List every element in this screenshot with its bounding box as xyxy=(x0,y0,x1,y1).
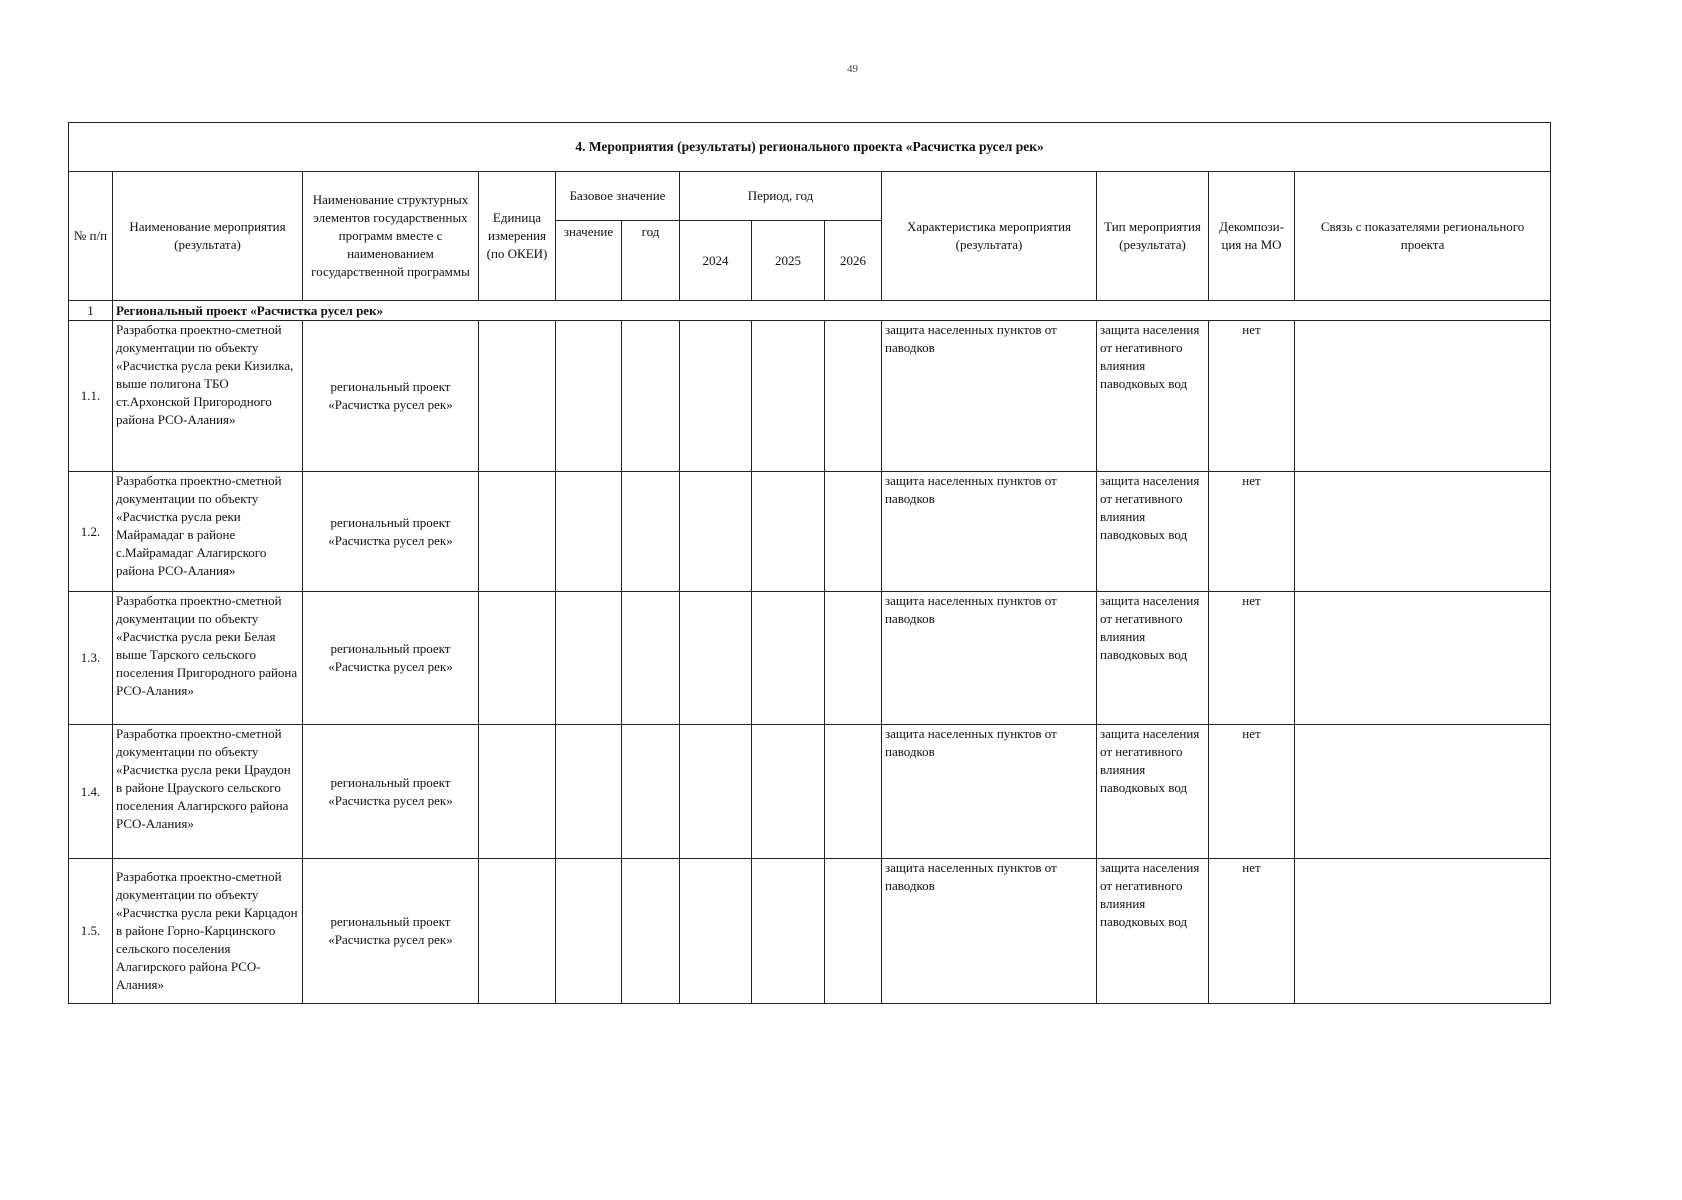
row-2024 xyxy=(680,592,752,725)
header-decomposition: Декомпози-ция на МО xyxy=(1209,172,1295,301)
row-2024 xyxy=(680,725,752,859)
row-2024 xyxy=(680,321,752,472)
row-decomposition: нет xyxy=(1209,472,1295,592)
row-unit xyxy=(479,472,556,592)
row-2025 xyxy=(752,592,825,725)
row-link xyxy=(1295,859,1551,1004)
row-num: 1.4. xyxy=(69,725,113,859)
header-link: Связь с показателями регионального проекта xyxy=(1295,172,1551,301)
row-unit xyxy=(479,859,556,1004)
row-2025 xyxy=(752,859,825,1004)
row-type: защита населения от негативного влияния паводковых вод xyxy=(1097,859,1209,1004)
row-name: Разработка проектно-сметной документации по объекту «Расчистка русла реки Белая выше Тарского сельского поселения Пригородного района РСО-Алания» xyxy=(113,592,303,725)
table-row xyxy=(69,725,1551,859)
results-table-container xyxy=(68,122,1550,1004)
header-base-value: значение xyxy=(556,221,622,301)
header-structural: Наименование структурных элементов государственных программ вместе с наименованием государственной программы xyxy=(303,172,479,301)
row-link xyxy=(1295,592,1551,725)
row-2026 xyxy=(825,592,882,725)
row-unit xyxy=(479,592,556,725)
row-2024 xyxy=(680,472,752,592)
row-characteristic: защита населенных пунктов от паводков xyxy=(882,725,1097,859)
row-2026 xyxy=(825,725,882,859)
row-name: Разработка проектно-сметной документации по объекту «Расчистка русла реки Майрамадаг в районе с.Майрамадаг Алагирского района РСО-Алания» xyxy=(113,472,303,592)
row-structural: региональный проект «Расчистка русел рек» xyxy=(303,725,479,859)
row-num: 1.3. xyxy=(69,592,113,725)
row-type: защита населения от негативного влияния паводковых вод xyxy=(1097,321,1209,472)
row-unit xyxy=(479,321,556,472)
row-characteristic: защита населенных пунктов от паводков xyxy=(882,472,1097,592)
section-num: 1 xyxy=(69,301,113,321)
row-2025 xyxy=(752,321,825,472)
header-unit: Единица измерения (по ОКЕИ) xyxy=(479,172,556,301)
header-base: Базовое значение xyxy=(556,172,680,221)
row-structural: региональный проект «Расчистка русел рек» xyxy=(303,592,479,725)
row-2025 xyxy=(752,725,825,859)
header-base-year: год xyxy=(622,221,680,301)
header-year-2025: 2025 xyxy=(752,221,825,301)
row-name: Разработка проектно-сметной документации по объекту «Расчистка русла реки Кизилка, выше полигона ТБО ст.Архонской Пригородного района РСО-Алания» xyxy=(113,321,303,472)
row-num: 1.1. xyxy=(69,321,113,472)
table-row xyxy=(69,859,1551,1004)
row-name: Разработка проектно-сметной документации по объекту «Расчистка русла реки Цраудон в районе Црауского сельского поселения Алагирского района РСО-Алания» xyxy=(113,725,303,859)
row-base-year xyxy=(622,321,680,472)
row-2026 xyxy=(825,472,882,592)
row-2024 xyxy=(680,859,752,1004)
row-num: 1.2. xyxy=(69,472,113,592)
row-2026 xyxy=(825,859,882,1004)
header-characteristic: Характеристика мероприятия (результата) xyxy=(882,172,1097,301)
header-type: Тип мероприятия (результата) xyxy=(1097,172,1209,301)
table-title: 4. Мероприятия (результаты) регионального проекта «Расчистка русел рек» xyxy=(69,123,1551,172)
row-base-value xyxy=(556,472,622,592)
row-base-year xyxy=(622,472,680,592)
row-base-value xyxy=(556,859,622,1004)
table-row xyxy=(69,592,1551,725)
table-row xyxy=(69,321,1551,472)
results-table xyxy=(68,122,1551,1004)
row-structural: региональный проект «Расчистка русел рек» xyxy=(303,321,479,472)
row-base-value xyxy=(556,592,622,725)
page-number: 49 xyxy=(847,63,858,75)
row-link xyxy=(1295,472,1551,592)
row-characteristic: защита населенных пунктов от паводков xyxy=(882,859,1097,1004)
row-name: Разработка проектно-сметной документации по объекту «Расчистка русла реки Карцадон в районе Горно-Карцинского сельского поселения Алагирского района РСО-Алания» xyxy=(113,859,303,1004)
row-decomposition: нет xyxy=(1209,592,1295,725)
row-base-year xyxy=(622,859,680,1004)
header-name: Наименование мероприятия (результата) xyxy=(113,172,303,301)
header-num: № п/п xyxy=(69,172,113,301)
row-decomposition: нет xyxy=(1209,859,1295,1004)
row-decomposition: нет xyxy=(1209,725,1295,859)
header-year-2026: 2026 xyxy=(825,221,882,301)
row-characteristic: защита населенных пунктов от паводков xyxy=(882,321,1097,472)
row-decomposition: нет xyxy=(1209,321,1295,472)
row-num: 1.5. xyxy=(69,859,113,1004)
header-year-2024: 2024 xyxy=(680,221,752,301)
row-type: защита населения от негативного влияния паводковых вод xyxy=(1097,725,1209,859)
row-base-year xyxy=(622,592,680,725)
row-structural: региональный проект «Расчистка русел рек» xyxy=(303,472,479,592)
row-type: защита населения от негативного влияния паводковых вод xyxy=(1097,592,1209,725)
row-link xyxy=(1295,725,1551,859)
section-name: Региональный проект «Расчистка русел рек» xyxy=(113,301,1551,321)
row-link xyxy=(1295,321,1551,472)
row-2026 xyxy=(825,321,882,472)
row-2025 xyxy=(752,472,825,592)
row-structural: региональный проект «Расчистка русел рек» xyxy=(303,859,479,1004)
row-base-value xyxy=(556,725,622,859)
row-characteristic: защита населенных пунктов от паводков xyxy=(882,592,1097,725)
table-row xyxy=(69,472,1551,592)
row-type: защита населения от негативного влияния паводковых вод xyxy=(1097,472,1209,592)
header-period: Период, год xyxy=(680,172,882,221)
row-base-year xyxy=(622,725,680,859)
row-base-value xyxy=(556,321,622,472)
row-unit xyxy=(479,725,556,859)
